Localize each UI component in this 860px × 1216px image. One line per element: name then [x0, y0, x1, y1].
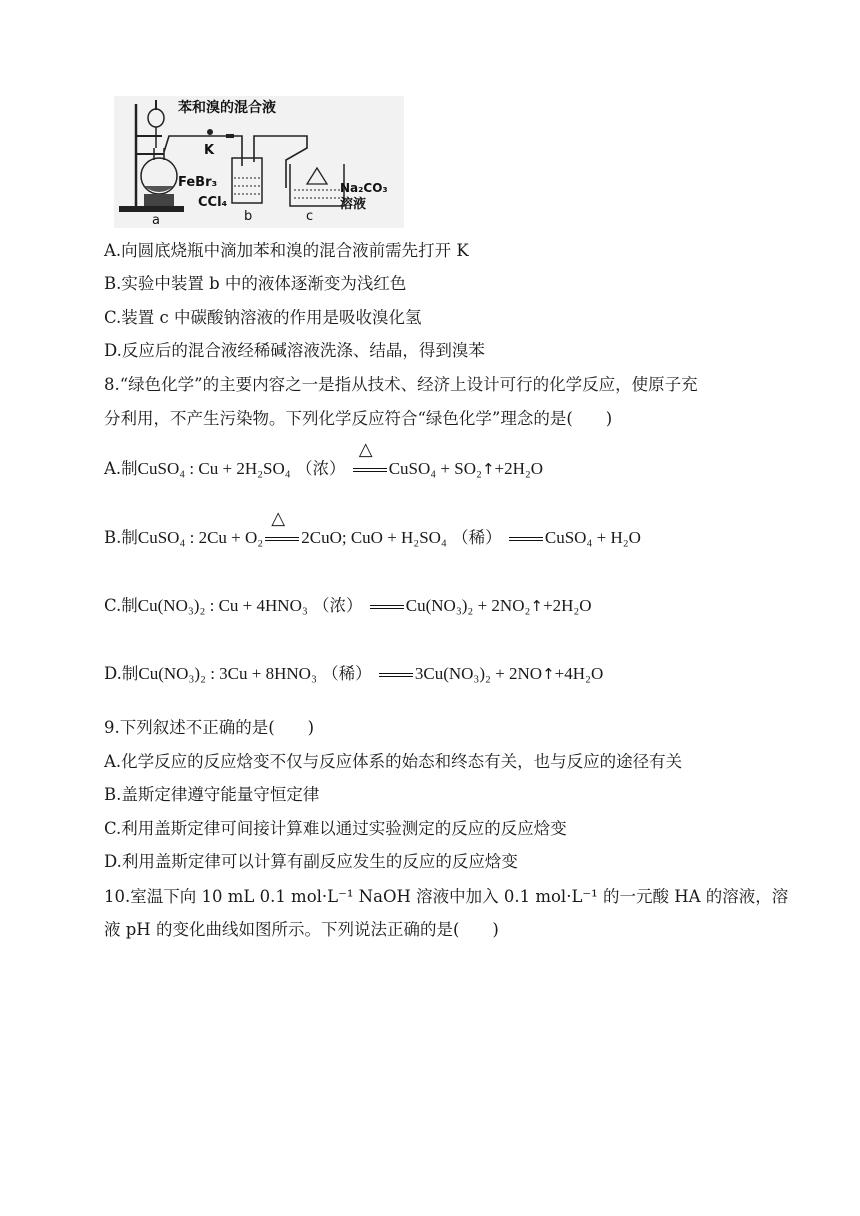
gas-up-arrow-icon: ↑ — [530, 597, 543, 615]
q8-b-product: CuSO₄ + H₂O — [544, 528, 641, 547]
q7-option-a: A.向圆底烧瓶中滴加苯和溴的混合液前需先打开 K — [104, 241, 469, 260]
q8-a-prefix: A.制 — [104, 459, 138, 478]
q9-option-a: A.化学反应的反应焓变不仅与反应体系的始态和终态有关，也与反应的途径有关 — [104, 752, 683, 771]
q8-option-c — [104, 594, 592, 618]
heat-arrow: △ — [353, 461, 387, 479]
q8-d-tail: +4H₂O — [554, 664, 604, 683]
label-a: a — [152, 213, 160, 228]
q8-stem-line1: 8.“绿色化学”的主要内容之一是指从技术、经济上设计可行的化学反应，使原子充 — [104, 375, 698, 394]
q9-option-c: C.利用盖斯定律可间接计算难以通过实验测定的反应的反应焓变 — [104, 819, 567, 838]
q8-a-tail: +2H₂O — [494, 459, 544, 478]
label-febr3: FeBr₃ — [178, 175, 218, 190]
label-b: b — [244, 209, 253, 224]
q8-option-d — [104, 662, 603, 686]
q8-d-prefix: D.制 — [104, 664, 139, 683]
q8-c-prefix: C.制 — [104, 596, 138, 615]
q8-b-cond: （稀） — [452, 528, 502, 547]
q8-c-tail: +2H₂O — [543, 596, 592, 615]
equals-arrow — [370, 598, 404, 616]
q9-option-d: D.利用盖斯定律可以计算有副反应发生的反应的反应焓变 — [104, 852, 518, 871]
q8-c-cond: （浓） — [313, 596, 363, 615]
q8-c-product: Cu(NO₃)₂ + 2NO₂ — [405, 596, 531, 615]
q8-b-prefix: B.制 — [104, 528, 138, 547]
q7-option-c: C.装置 c 中碳酸钠溶液的作用是吸收溴化氢 — [104, 308, 422, 327]
q8-a-product: CuSO₄ + SO₂ — [388, 459, 482, 478]
q7-option-d: D.反应后的混合液经稀碱溶液洗涤、结晶，得到溴苯 — [104, 341, 485, 360]
label-c: c — [306, 209, 314, 224]
q8-option-a — [104, 438, 544, 481]
label-k: K — [204, 143, 215, 158]
q8-d-cond: （稀） — [322, 664, 372, 683]
q9-option-b: B.盖斯定律遵守能量守恒定律 — [104, 785, 320, 804]
q8-b-formula: CuSO₄ : 2Cu + O₂ — [137, 528, 264, 547]
q8-a-formula: CuSO₄ : Cu + 2H₂SO₄ — [137, 459, 291, 478]
q10-stem-line2: 液 pH 的变化曲线如图所示。下列说法正确的是( ) — [104, 920, 499, 939]
label-na2co3: Na₂CO₃ — [340, 181, 388, 195]
gas-up-arrow-icon: ↑ — [542, 665, 555, 683]
label-ccl4: CCl₄ — [198, 195, 228, 210]
q8-c-formula: Cu(NO₃)₂ : Cu + 4HNO₃ — [137, 596, 308, 615]
q8-d-product: 3Cu(NO₃)₂ + 2NO — [414, 664, 543, 683]
heat-arrow: △ — [265, 530, 299, 548]
label-mixture: 苯和溴的混合液 — [178, 100, 276, 116]
q8-b-mid: 2CuO; CuO + H₂SO₄ — [301, 528, 447, 547]
q8-stem-line2: 分利用，不产生污染物。下列化学反应符合“绿色化学”理念的是( ) — [104, 409, 613, 428]
equals-arrow — [379, 666, 413, 684]
q9-stem: 9.下列叙述不正确的是( ) — [104, 718, 315, 737]
apparatus-figure — [114, 96, 404, 228]
q10-stem-line1: 10.室温下向 10 mL 0.1 mol·L⁻¹ NaOH 溶液中加入 0.1 mol·L⁻¹ 的一元酸 HA 的溶液，溶 — [104, 887, 789, 906]
equals-arrow — [509, 530, 543, 548]
label-solution: 溶液 — [340, 197, 367, 212]
q8-d-formula: Cu(NO₃)₂ : 3Cu + 8HNO₃ — [138, 664, 317, 683]
q7-option-b: B.实验中装置 b 中的液体逐渐变为浅红色 — [104, 274, 407, 293]
q8-a-cond: （浓） — [295, 459, 346, 478]
gas-up-arrow-icon: ↑ — [481, 460, 495, 478]
q8-option-b — [104, 507, 641, 550]
